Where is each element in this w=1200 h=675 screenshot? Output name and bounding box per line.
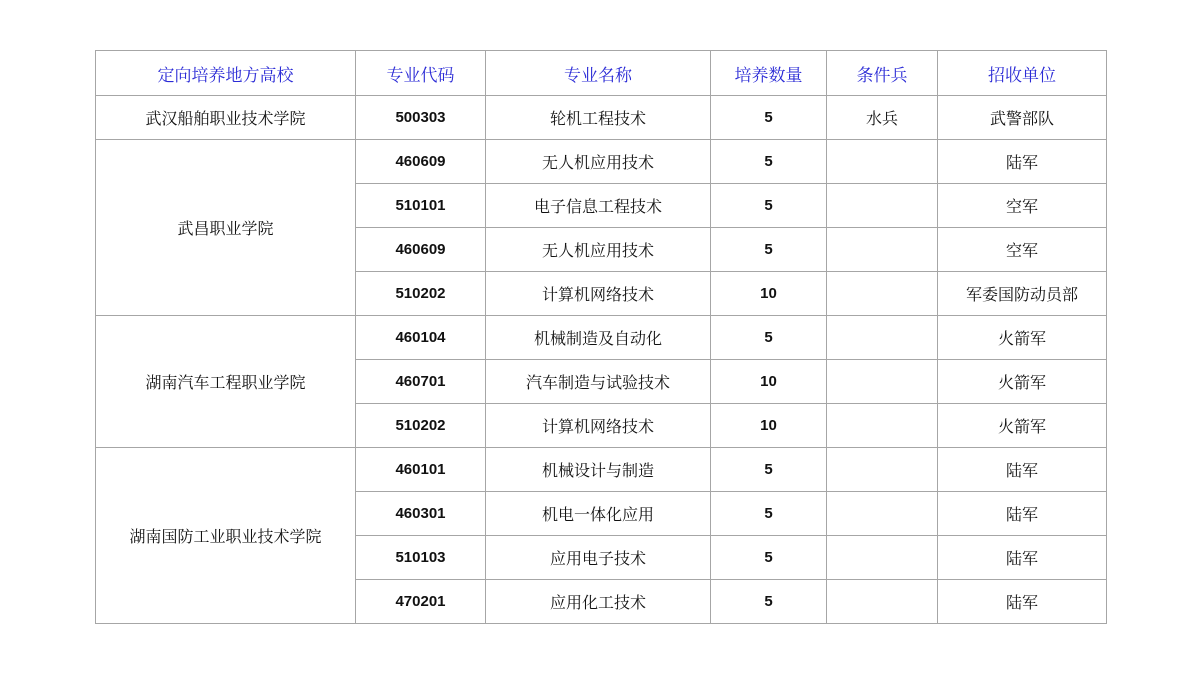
- condition-cell: [827, 580, 938, 624]
- major-name-cell: 计算机网络技术: [486, 272, 711, 316]
- count-cell: 10: [711, 360, 827, 404]
- school-cell: 湖南汽车工程职业学院: [96, 316, 356, 448]
- condition-cell: [827, 184, 938, 228]
- unit-cell: 空军: [938, 184, 1107, 228]
- training-table: [95, 50, 1107, 624]
- unit-cell: 武警部队: [938, 96, 1107, 140]
- major-name-cell: 计算机网络技术: [486, 404, 711, 448]
- count-cell: 5: [711, 580, 827, 624]
- unit-cell: 火箭军: [938, 316, 1107, 360]
- code-cell: 510202: [356, 272, 486, 316]
- major-name-cell: 应用电子技术: [486, 536, 711, 580]
- count-cell: 10: [711, 272, 827, 316]
- major-name-cell: 机械设计与制造: [486, 448, 711, 492]
- code-cell: 510202: [356, 404, 486, 448]
- header-school: 定向培养地方高校: [96, 51, 356, 96]
- count-cell: 5: [711, 228, 827, 272]
- count-cell: 5: [711, 448, 827, 492]
- condition-cell: [827, 140, 938, 184]
- major-name-cell: 无人机应用技术: [486, 228, 711, 272]
- major-name-cell: 轮机工程技术: [486, 96, 711, 140]
- code-cell: 460701: [356, 360, 486, 404]
- unit-cell: 陆军: [938, 140, 1107, 184]
- header-condition: 条件兵: [827, 51, 938, 96]
- header-unit: 招收单位: [938, 51, 1107, 96]
- table-row: [96, 316, 1107, 360]
- header-code: 专业代码: [356, 51, 486, 96]
- unit-cell: 火箭军: [938, 404, 1107, 448]
- count-cell: 5: [711, 536, 827, 580]
- major-name-cell: 应用化工技术: [486, 580, 711, 624]
- condition-cell: [827, 536, 938, 580]
- code-cell: 460301: [356, 492, 486, 536]
- condition-cell: [827, 492, 938, 536]
- count-cell: 5: [711, 492, 827, 536]
- condition-cell: [827, 404, 938, 448]
- unit-cell: 陆军: [938, 492, 1107, 536]
- table-row: [96, 96, 1107, 140]
- school-cell: 武汉船舶职业技术学院: [96, 96, 356, 140]
- condition-cell: [827, 272, 938, 316]
- code-cell: 510103: [356, 536, 486, 580]
- table-row: [96, 140, 1107, 184]
- major-name-cell: 机械制造及自动化: [486, 316, 711, 360]
- code-cell: 510101: [356, 184, 486, 228]
- code-cell: 460101: [356, 448, 486, 492]
- code-cell: 460609: [356, 140, 486, 184]
- condition-cell: 水兵: [827, 96, 938, 140]
- header-count: 培养数量: [711, 51, 827, 96]
- code-cell: 460609: [356, 228, 486, 272]
- table-row: [96, 448, 1107, 492]
- condition-cell: [827, 316, 938, 360]
- condition-cell: [827, 228, 938, 272]
- count-cell: 10: [711, 404, 827, 448]
- major-name-cell: 汽车制造与试验技术: [486, 360, 711, 404]
- school-cell: 湖南国防工业职业技术学院: [96, 448, 356, 624]
- count-cell: 5: [711, 184, 827, 228]
- code-cell: 500303: [356, 96, 486, 140]
- count-cell: 5: [711, 140, 827, 184]
- major-name-cell: 无人机应用技术: [486, 140, 711, 184]
- count-cell: 5: [711, 316, 827, 360]
- unit-cell: 陆军: [938, 536, 1107, 580]
- unit-cell: 陆军: [938, 580, 1107, 624]
- code-cell: 460104: [356, 316, 486, 360]
- school-cell: 武昌职业学院: [96, 140, 356, 316]
- header-name: 专业名称: [486, 51, 711, 96]
- condition-cell: [827, 448, 938, 492]
- header-row: [96, 51, 1107, 96]
- unit-cell: 陆军: [938, 448, 1107, 492]
- condition-cell: [827, 360, 938, 404]
- unit-cell: 空军: [938, 228, 1107, 272]
- major-name-cell: 机电一体化应用: [486, 492, 711, 536]
- code-cell: 470201: [356, 580, 486, 624]
- unit-cell: 火箭军: [938, 360, 1107, 404]
- unit-cell: 军委国防动员部: [938, 272, 1107, 316]
- major-name-cell: 电子信息工程技术: [486, 184, 711, 228]
- count-cell: 5: [711, 96, 827, 140]
